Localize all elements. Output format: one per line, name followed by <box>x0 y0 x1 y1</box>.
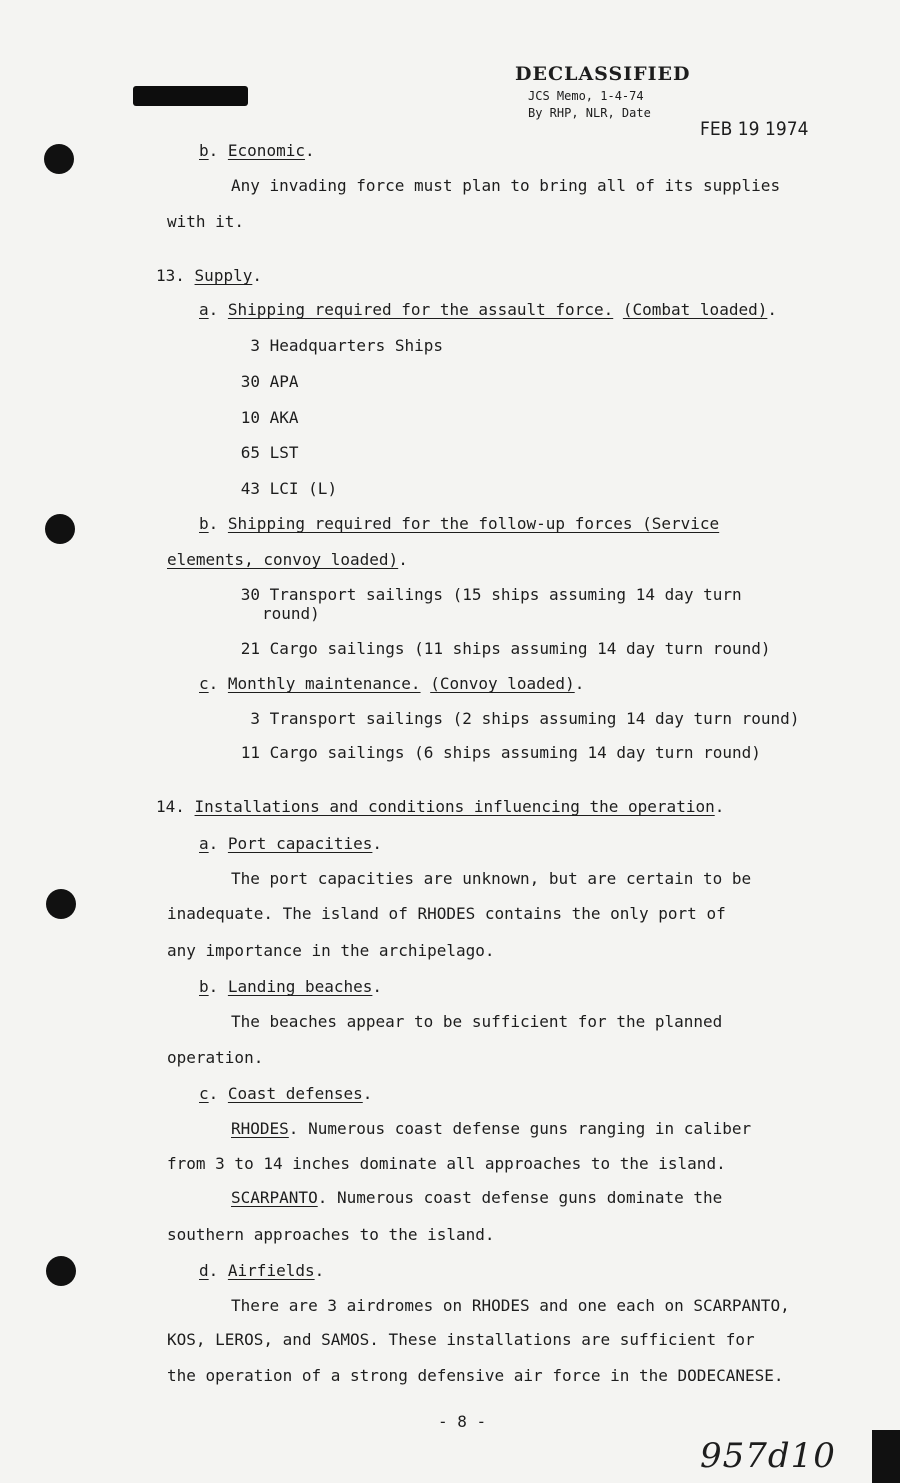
s14b-title: Landing beaches <box>227 977 373 996</box>
s14c-heading: c. Coast defenses. <box>199 1084 373 1103</box>
s13b-heading-2: elements, convoy loaded). <box>167 550 408 569</box>
econ-heading: b. Economic. <box>199 141 315 160</box>
s13b-letter: b <box>199 514 209 533</box>
s13a-item: 3 Headquarters Ships <box>250 336 444 355</box>
s14b-text-2: operation. <box>167 1048 264 1067</box>
s13c-note: (Convoy loaded) <box>430 674 575 693</box>
s14d-heading: d. Airfields. <box>199 1261 325 1280</box>
declassified-stamp-date: FEB 19 1974 <box>700 118 809 140</box>
s14a-text-1: The port capacities are unknown, but are certain to be <box>231 869 752 888</box>
punch-hole-3 <box>46 889 76 919</box>
s14b-heading: b. Landing beaches. <box>199 977 383 996</box>
punch-hole-4 <box>46 1256 76 1286</box>
s13b-item-cont: round) <box>262 604 320 623</box>
s14c-rhodes-line-2: from 3 to 14 inches dominate all approaches to the island. <box>167 1154 726 1173</box>
s13c-letter: c <box>199 674 209 693</box>
s13a-item: 65 LST <box>240 443 299 462</box>
econ-letter: b <box>199 141 209 160</box>
s13c-title: Monthly maintenance. <box>227 674 421 693</box>
s13a-title: Shipping required for the assault force. <box>227 300 614 319</box>
s13c-item: 11 Cargo sailings (6 ships assuming 14 day turn round) <box>240 743 761 762</box>
s14c-scarpanto-line-2: southern approaches to the island. <box>167 1225 495 1244</box>
edge-mark <box>872 1430 900 1483</box>
s13b-title-1: Shipping required for the follow-up forces (Service <box>227 514 720 533</box>
s13c-item: 3 Transport sailings (2 ships assuming 14 day turn round) <box>250 709 800 728</box>
s14d-letter: d <box>199 1261 209 1280</box>
redaction-bar <box>133 86 248 106</box>
s14d-text-3: the operation of a strong defensive air force in the DODECANESE. <box>167 1366 784 1385</box>
econ-text-2: with it. <box>167 212 245 231</box>
s13c-heading: c. Monthly maintenance. (Convoy loaded). <box>199 674 585 693</box>
s14a-title: Port capacities <box>227 834 373 853</box>
s14b-text-1: The beaches appear to be sufficient for the planned <box>231 1012 723 1031</box>
s14b-letter: b <box>199 977 209 996</box>
declassified-stamp-line2: By RHP, NLR, Date <box>528 106 651 120</box>
s13a-heading: a. Shipping required for the assault force. (Combat loaded). <box>199 300 777 319</box>
econ-text-1: Any invading force must plan to bring all of its supplies <box>231 176 781 195</box>
section-13-number: 13. <box>156 266 185 285</box>
s13a-item: 30 APA <box>240 372 299 391</box>
s14a-text-2: inadequate. The island of RHODES contains the only port of <box>167 904 726 923</box>
s13b-item: 21 Cargo sailings (11 ships assuming 14 day turn round) <box>240 639 771 658</box>
declassified-stamp-line1: JCS Memo, 1-4-74 <box>528 89 644 103</box>
s14a-text-3: any importance in the archipelago. <box>167 941 495 960</box>
s14c-letter: c <box>199 1084 209 1103</box>
s14c-rhodes-line-1: RHODES. Numerous coast defense guns ranging in caliber <box>231 1119 752 1138</box>
s14a-heading: a. Port capacities. <box>199 834 383 853</box>
s14a-letter: a <box>199 834 209 853</box>
punch-hole-1 <box>44 144 74 174</box>
s13a-letter: a <box>199 300 209 319</box>
section-14-title: Installations and conditions influencing the operation <box>194 797 715 816</box>
page-number: - 8 - <box>438 1412 487 1431</box>
punch-hole-2 <box>45 514 75 544</box>
s14d-text-1: There are 3 airdromes on RHODES and one each on SCARPANTO, <box>231 1296 790 1315</box>
section-14-number: 14. <box>156 797 185 816</box>
s14c-scarpanto-line-1: SCARPANTO. Numerous coast defense guns dominate the <box>231 1188 723 1207</box>
rhodes-label: RHODES <box>231 1119 289 1138</box>
s14c-title: Coast defenses <box>227 1084 363 1103</box>
archive-number: 957d10 <box>700 1436 836 1476</box>
scarpanto-label: SCARPANTO <box>231 1188 318 1207</box>
s13b-heading-1: b. Shipping required for the follow-up forces (Service <box>199 514 720 533</box>
section-14-heading: 14. Installations and conditions influencing the operation. <box>156 797 725 816</box>
s14d-title: Airfields <box>227 1261 315 1280</box>
section-13-title: Supply <box>194 266 253 285</box>
s13a-note: (Combat loaded) <box>622 300 768 319</box>
section-13-heading: 13. Supply. <box>156 266 262 285</box>
econ-title: Economic <box>227 141 305 160</box>
s14d-text-2: KOS, LEROS, and SAMOS. These installations are sufficient for <box>167 1330 755 1349</box>
declassified-stamp-title: DECLASSIFIED <box>515 63 691 85</box>
s13b-item: 30 Transport sailings (15 ships assuming 14 day turn <box>240 585 742 604</box>
s13a-item: 10 AKA <box>240 408 299 427</box>
s13a-item: 43 LCI (L) <box>240 479 338 498</box>
s13b-title-2: elements, convoy loaded) <box>167 550 399 569</box>
